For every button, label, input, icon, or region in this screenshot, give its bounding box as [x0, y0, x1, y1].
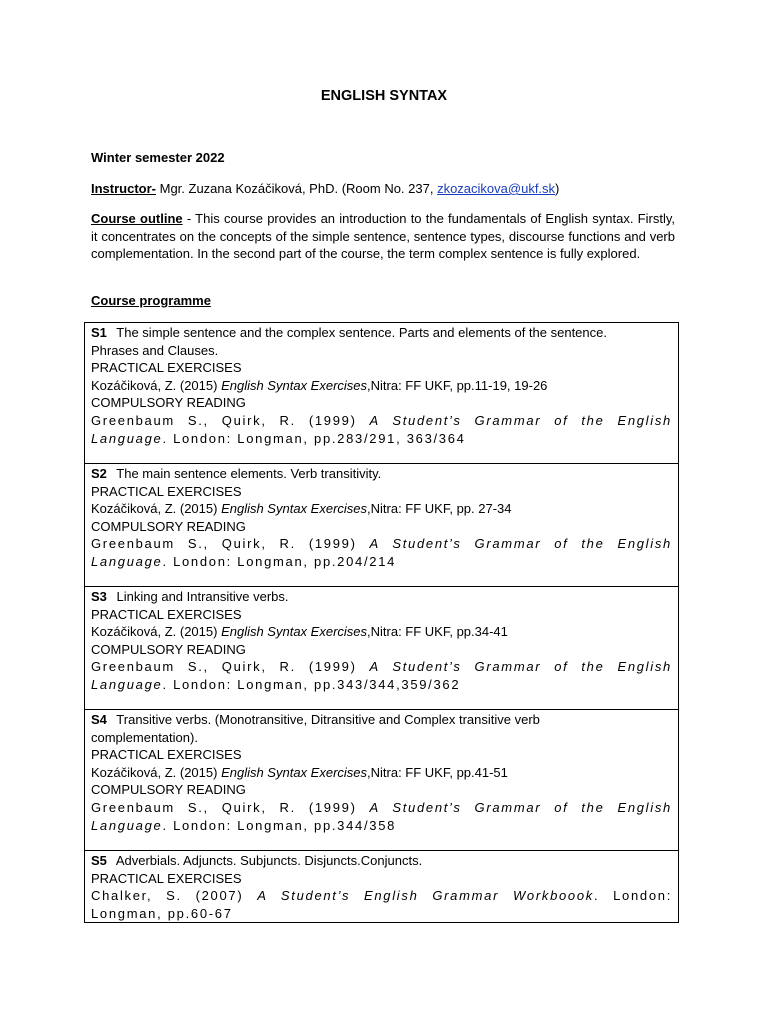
reference-kozacikova: Kozáčiková, Z. (2015) English Syntax Exercises,Nitra: FF UKF, pp.41-51	[91, 764, 508, 780]
practical-exercises-label: PRACTICAL EXERCISES	[91, 606, 242, 622]
session-topic: S5 Adverbials. Adjuncts. Subjuncts. Disjuncts.Conjuncts.	[91, 853, 423, 868]
compulsory-reading-label: COMPULSORY READING	[91, 395, 246, 411]
course-outline	[91, 210, 675, 263]
reference-greenbaum-cont: Language. London: Longman, pp.344/358	[91, 817, 397, 833]
compulsory-reading-label: COMPULSORY READING	[91, 782, 246, 798]
reference-greenbaum: Greenbaum S., Quirk, R. (1999) A Student’s Grammar of the English	[91, 412, 672, 428]
instructor-label: Instructor-	[91, 181, 156, 196]
reference-greenbaum: Greenbaum S., Quirk, R. (1999) A Student’s Grammar of the English	[91, 799, 672, 815]
session-cell	[85, 851, 679, 923]
reference-greenbaum-cont: Language. London: Longman, pp.204/214	[91, 553, 397, 569]
session-row	[85, 710, 679, 851]
session-topic: S2 The main sentence elements. Verb transitivity.	[91, 466, 382, 481]
session-topic: S3 Linking and Intransitive verbs.	[91, 589, 289, 604]
session-topic-cont: complementation).	[91, 729, 198, 745]
instructor-text: Mgr. Zuzana Kozáčiková, PhD. (Room No. 237,	[156, 181, 438, 196]
reference-kozacikova: Kozáčiková, Z. (2015) English Syntax Exercises,Nitra: FF UKF, pp.11-19, 19-26	[91, 377, 548, 393]
session-topic: S4 Transitive verbs. (Monotransitive, Ditransitive and Complex transitive verb	[91, 712, 540, 727]
course-programme-heading: Course programme	[91, 293, 211, 308]
reference-greenbaum-cont: Language. London: Longman, pp.283/291, 363/364	[91, 430, 466, 446]
practical-exercises-label: PRACTICAL EXERCISES	[91, 747, 242, 763]
reference-greenbaum: Greenbaum S., Quirk, R. (1999) A Student’s Grammar of the English	[91, 536, 672, 552]
instructor-email-link[interactable]: zkozacikova@ukf.sk	[437, 181, 556, 196]
reference-greenbaum-cont: Language. London: Longman, pp.343/344,359/362	[91, 676, 461, 692]
session-topic-cont: Phrases and Clauses.	[91, 342, 219, 358]
session-row	[85, 464, 679, 587]
reference-chalker-cont: Longman, pp.60-67	[91, 905, 233, 921]
course-outline-text: - This course provides an introduction to the fundamentals of English syntax. Firstly, it concentrates on the concepts of the simple sentence, sentence types, discourse functions and verb complementation. In the second part of the course, the term complex sentence is fully explored.	[91, 211, 675, 261]
reference-kozacikova: Kozáčiková, Z. (2015) English Syntax Exercises,Nitra: FF UKF, pp.34-41	[91, 624, 508, 640]
session-number: S1	[91, 325, 107, 340]
session-cell	[85, 323, 679, 464]
practical-exercises-label: PRACTICAL EXERCISES	[91, 483, 242, 499]
practical-exercises-label: PRACTICAL EXERCISES	[91, 870, 242, 886]
compulsory-reading-label: COMPULSORY READING	[91, 641, 246, 657]
session-row	[85, 323, 679, 464]
document-title: ENGLISH SYNTAX	[320, 88, 448, 104]
reference-greenbaum: Greenbaum S., Quirk, R. (1999) A Student’s Grammar of the English	[91, 659, 672, 675]
instructor-close: )	[555, 181, 560, 196]
session-row	[85, 851, 679, 923]
session-number: S5	[91, 853, 107, 868]
session-number: S3	[91, 589, 107, 604]
session-number: S4	[91, 712, 107, 727]
instructor-line	[91, 180, 675, 198]
semester-line: Winter semester 2022	[91, 150, 225, 165]
session-cell	[85, 710, 679, 851]
session-cell	[85, 464, 679, 587]
reference-kozacikova: Kozáčiková, Z. (2015) English Syntax Exercises,Nitra: FF UKF, pp. 27-34	[91, 501, 512, 517]
session-number: S2	[91, 466, 107, 481]
practical-exercises-label: PRACTICAL EXERCISES	[91, 360, 242, 376]
session-row	[85, 587, 679, 710]
course-outline-label: Course outline	[91, 211, 183, 226]
compulsory-reading-label: COMPULSORY READING	[91, 518, 246, 534]
reference-chalker: Chalker, S. (2007) A Student’s English Grammar Workboook. London:	[91, 888, 673, 904]
course-programme-table	[84, 322, 679, 923]
session-topic: S1 The simple sentence and the complex sentence. Parts and elements of the sentence.	[91, 325, 607, 340]
session-cell	[85, 587, 679, 710]
